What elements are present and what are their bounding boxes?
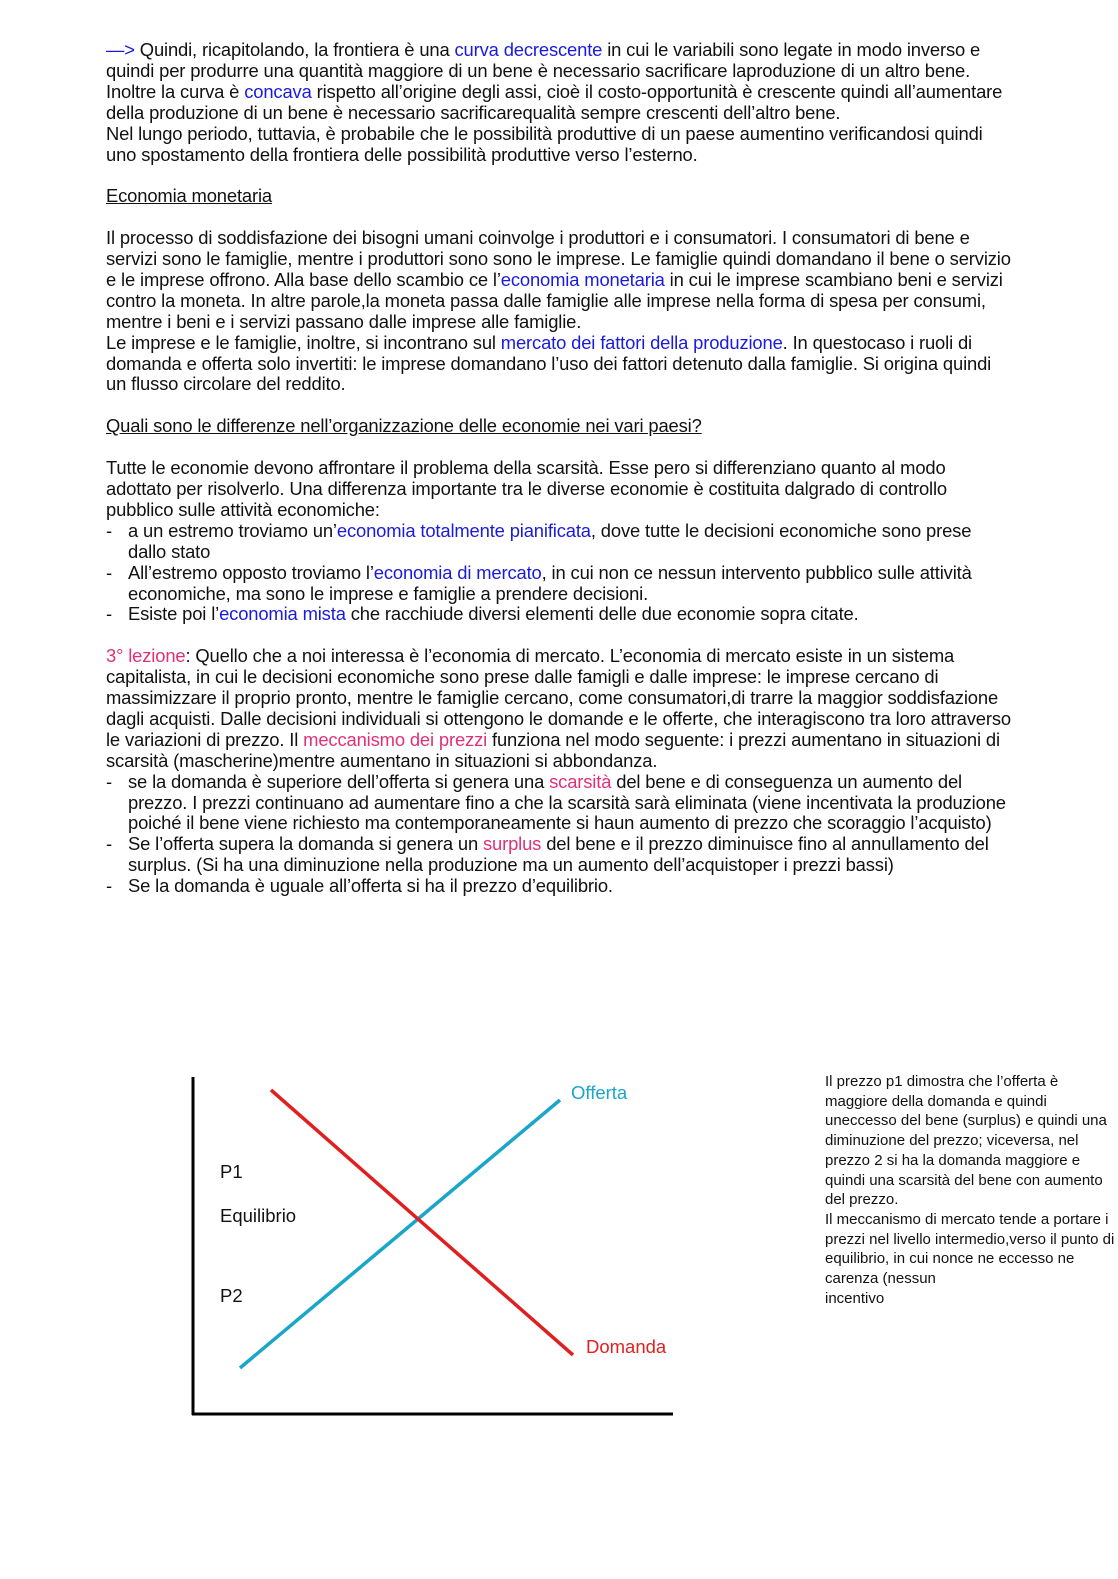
p1-label: P1	[220, 1161, 243, 1182]
text-segment: Esiste poi l’	[128, 603, 220, 625]
highlighted-term: surplus	[482, 833, 542, 855]
text-segment: Quindi, ricapitolando, la frontiera è una	[139, 39, 455, 60]
text-segment: Se la domanda è uguale all’offerta si ha il prezzo d’equilibrio.	[128, 875, 613, 897]
text-segment: , dove tutte le decisioni economiche sono prese dallo stato	[128, 519, 972, 562]
highlighted-term: mercato dei fattori della produzione	[500, 331, 783, 353]
text-segment: Nel lungo periodo, tuttavia, è probabile che le possibilità produttive di un paese aumentino verificandosi quindi uno spostamento della frontiera delle possibilità produttive verso l’esterno.	[106, 122, 983, 165]
text-segment: in cui le variabili sono legate in modo inverso e quindi per produrre una quantità maggiore di un bene è necessario sacrificare laproduzione di un altro bene. Inoltre la curva è	[106, 39, 981, 102]
text-segment: del bene e il prezzo diminuisce fino al annullamento del surplus. (Si ha una diminuzione nella produzione ma un aumento dell’acquistoper i prezzi bassi)	[128, 833, 989, 876]
text-segment: che racchiude diversi elementi delle due economie sopra citate.	[345, 603, 859, 625]
highlighted-term: meccanismo dei prezzi	[303, 728, 488, 750]
paragraph	[106, 40, 1011, 124]
list-item	[106, 604, 1011, 625]
diagram-svg	[180, 1065, 700, 1425]
paragraph	[106, 228, 1011, 333]
list-item	[106, 772, 1011, 835]
text-segment: funziona nel modo seguente: i prezzi aumentano in situazioni di scarsità (mascherine)mentre aumentano in situazioni si abbondanza.	[106, 728, 1000, 771]
highlighted-term: —>	[106, 39, 140, 60]
text-segment: Se l’offerta supera la domanda si genera un	[128, 833, 483, 855]
text-segment: a un estremo troviamo un’	[128, 519, 337, 541]
side-note-text-3: incentivo	[825, 1289, 885, 1307]
section-heading	[106, 186, 1011, 207]
text-segment: Il processo di soddisfazione dei bisogni umani coinvolge i produttori e i consumatori. I consumatori di bene e servizi sono le famiglie, mentre i produttori sono sono le imprese. Le famiglie quindi domandano il bene o servizio e le imprese offrono. Alla base dello scambio ce l’	[106, 227, 1011, 290]
list-item	[106, 876, 1011, 897]
highlighted-term: economia di mercato	[373, 561, 542, 583]
paragraph	[106, 124, 1011, 166]
highlighted-term: concava	[244, 80, 312, 102]
text-segment: All’estremo opposto troviamo l’	[128, 561, 374, 583]
text-segment: , in cui non ce nessun intervento pubblico sulle attività economiche, ma sono le imprese e famiglie a prendere decisioni.	[128, 561, 972, 604]
supply-label: Offerta	[571, 1082, 628, 1103]
highlighted-term: scarsità	[549, 770, 612, 792]
text-segment: del bene e di conseguenza un aumento del prezzo. I prezzi continuano ad aumentare fino a che la scarsità sarà eliminata (viene incentivata la produzione poiché il bene viene richiesto ma contemporaneamente si haun aumento di prezzo che scoraggio l’acquisto)	[128, 770, 1006, 834]
paragraph	[106, 333, 1011, 396]
p2-label: P2	[220, 1285, 243, 1306]
highlighted-term: economia monetaria	[500, 268, 665, 290]
text-segment: : Quello che a noi interessa è l’economia di mercato. L’economia di mercato esiste in un sistema capitalista, in cui le decisioni economiche sono prese dalle famigli e dalle imprese: le imprese cercano di massimizzare il proprio pronto, mentre le famiglie cercano, come consumatori,di trarre la maggior soddisfazione dagli acquisti. Dalle decisioni individuali si ottengono le domande e le offerte, che interagiscono tra loro attraverso le variazioni di prezzo. Il	[106, 645, 1011, 750]
highlighted-term: economia totalmente pianificata	[336, 519, 591, 541]
highlighted-term: curva decrescente	[454, 39, 603, 60]
diagram-explanation	[825, 1072, 1115, 1308]
paragraph	[106, 458, 1011, 521]
text-segment: Tutte le economie devono affrontare il problema della scarsità. Esse pero si differenziano quanto al modo adottato per risolverlo. Una differenza importante tra le diverse economie è costituita dalgrado di controllo pubblico sulle attività economiche:	[106, 457, 947, 520]
list-item	[106, 521, 1011, 563]
highlighted-term: economia mista	[219, 603, 346, 625]
supply-demand-diagram	[180, 1065, 700, 1425]
text-segment: in cui le imprese scambiano beni e servizi contro la moneta. In altre parole,la moneta passa dalle famiglie alle imprese nella forma di spesa per consumi, mentre i beni e i servizi passano dalle imprese alle famiglie.	[106, 268, 1003, 332]
text-segment: Le imprese e le famiglie, inoltre, si incontrano sul	[106, 331, 501, 353]
document-body	[106, 40, 1011, 897]
equilibrium-label: Equilibrio	[220, 1205, 297, 1226]
paragraph	[106, 646, 1011, 771]
supply-line	[240, 1100, 560, 1368]
text-segment: . In questocaso i ruoli di domanda e offerta solo invertiti: le imprese domandano l’uso dei fattori detenuto dalla famiglie. Si origina quindi un flusso circolare del reddito.	[106, 331, 992, 395]
list-item	[106, 834, 1011, 876]
demand-label: Domanda	[586, 1336, 667, 1357]
list-item	[106, 563, 1011, 605]
side-note-text: Il prezzo p1 dimostra che l’offerta è maggiore della domanda e quindi uneccesso del bene (surplus) e quindi una diminuzione del prezzo; viceversa, nel prezzo 2 si ha la domanda maggiore e quindi una scarsità del bene con aumento del prezzo.	[825, 1073, 1107, 1209]
section-heading	[106, 416, 1011, 437]
text-segment: se la domanda è superiore dell’offerta si genera una	[128, 770, 550, 792]
side-note-text-2: Il meccanismo di mercato tende a portare i prezzi nel livello intermedio,verso il punto di equilibrio, in cui nonce ne eccesso ne carenza (nessun	[825, 1210, 1115, 1288]
demand-line	[271, 1090, 573, 1355]
text-segment: Quali sono le differenze nell’organizzazione delle economie nei vari paesi?	[106, 415, 702, 437]
text-segment: rispetto all’origine degli assi, cioè il costo-opportunità è crescente quindi all’aumentare della produzione di un bene è necessario sacrificarequalità sempre crescenti dell’altro bene.	[106, 80, 1003, 123]
text-segment: Economia monetaria	[106, 185, 272, 207]
highlighted-term: 3° lezione	[106, 645, 186, 667]
